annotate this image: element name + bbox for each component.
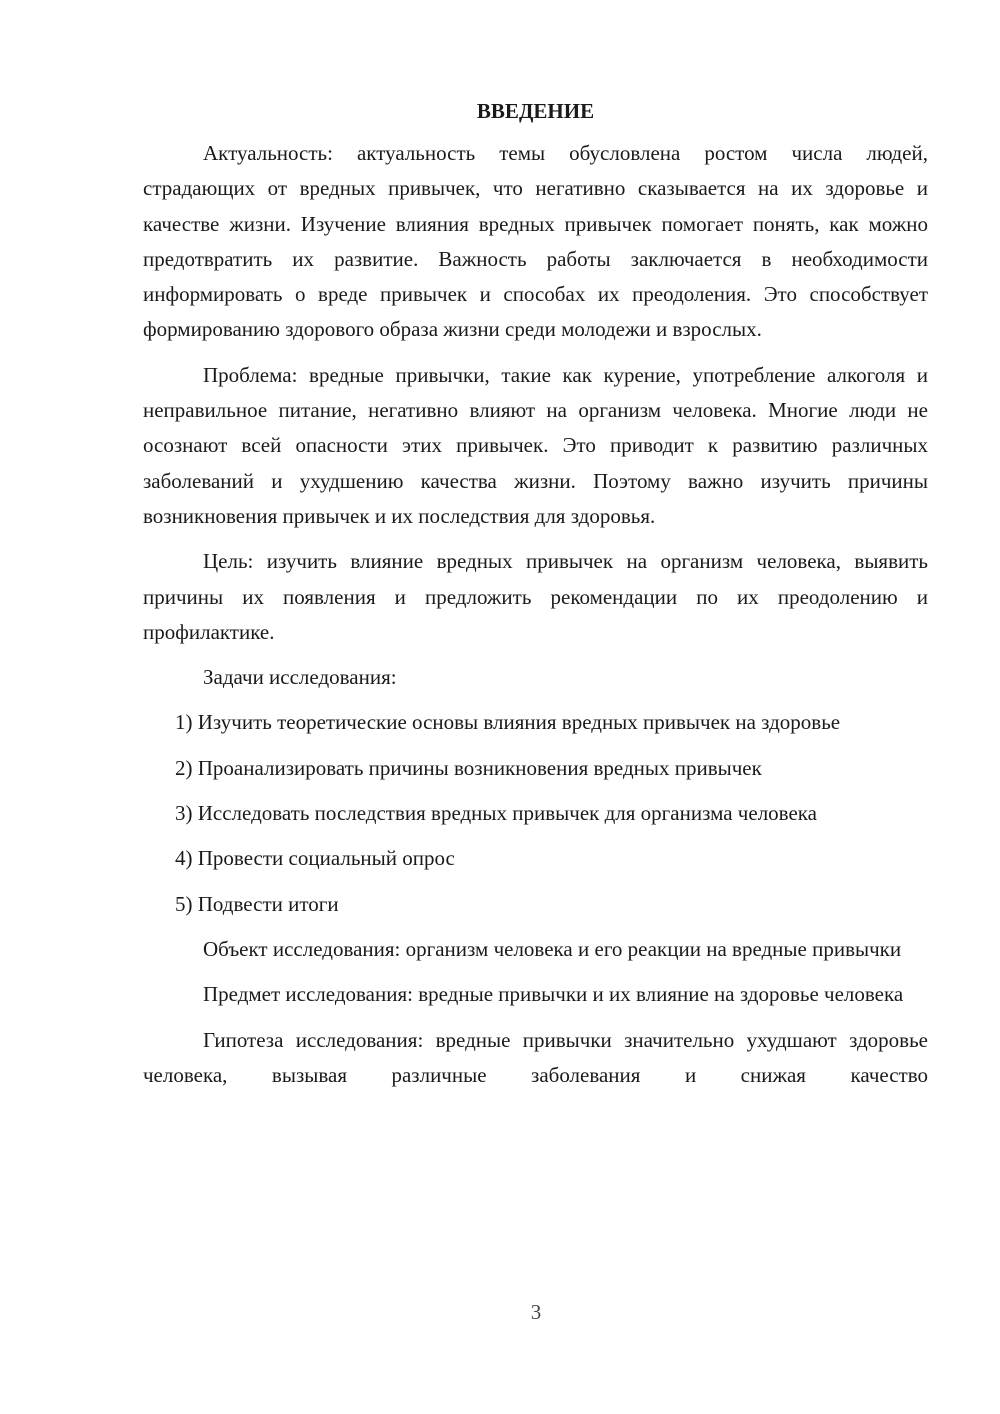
task-item-4: 4) Провести социальный опрос	[175, 846, 455, 871]
paragraph-subject: Предмет исследования: вредные привычки и их влияние на здоровье человека	[203, 982, 904, 1007]
paragraph-object: Объект исследования: организм человека и его реакции на вредные привычки	[203, 936, 902, 961]
task-item-2: 2) Проанализировать причины возникновения вредных привычек	[175, 755, 762, 780]
tasks-heading: Задачи исследования:	[203, 665, 397, 690]
document-body	[143, 96, 928, 1103]
page-number: 3	[530, 1300, 542, 1324]
task-item-5: 5) Подвести итоги	[175, 891, 339, 916]
page-title: ВВЕДЕНИЕ	[476, 99, 595, 123]
paragraph-hypothesis: Гипотеза исследования: вредные привычки значительно ухудшают здоровье человека, вызывая различные заболевания и снижая качество	[143, 1027, 928, 1087]
paragraph-goal: Цель: изучить влияние вредных привычек на организм человека, выявить причины их появления и предложить рекомендации по их преодолению и профилактике.	[143, 549, 928, 644]
paragraph-relevance: Актуальность: актуальность темы обусловлена ростом числа людей, страдающих от вредных привычек, что негативно сказывается на их здоровье и качестве жизни. Изучение влияния вредных привычек помогает понять, как можно предотвратить их развитие. Важность работы заключается в необходимости информировать о вреде привычек и способах их преодоления. Это способствует формированию здорового образа жизни среди молодежи и взрослых.	[143, 141, 928, 342]
paragraph-problem: Проблема: вредные привычки, такие как курение, употребление алкоголя и неправильное питание, негативно влияют на организм человека. Многие люди не осознают всей опасности этих привычек. Это приводит к развитию различных заболеваний и ухудшению качества жизни. Поэтому важно изучить причины возникновения привычек и их последствия для здоровья.	[143, 362, 928, 528]
task-item-3: 3) Исследовать последствия вредных привычек для организма человека	[175, 801, 817, 826]
task-item-1: 1) Изучить теоретические основы влияния вредных привычек на здоровье	[175, 710, 841, 735]
